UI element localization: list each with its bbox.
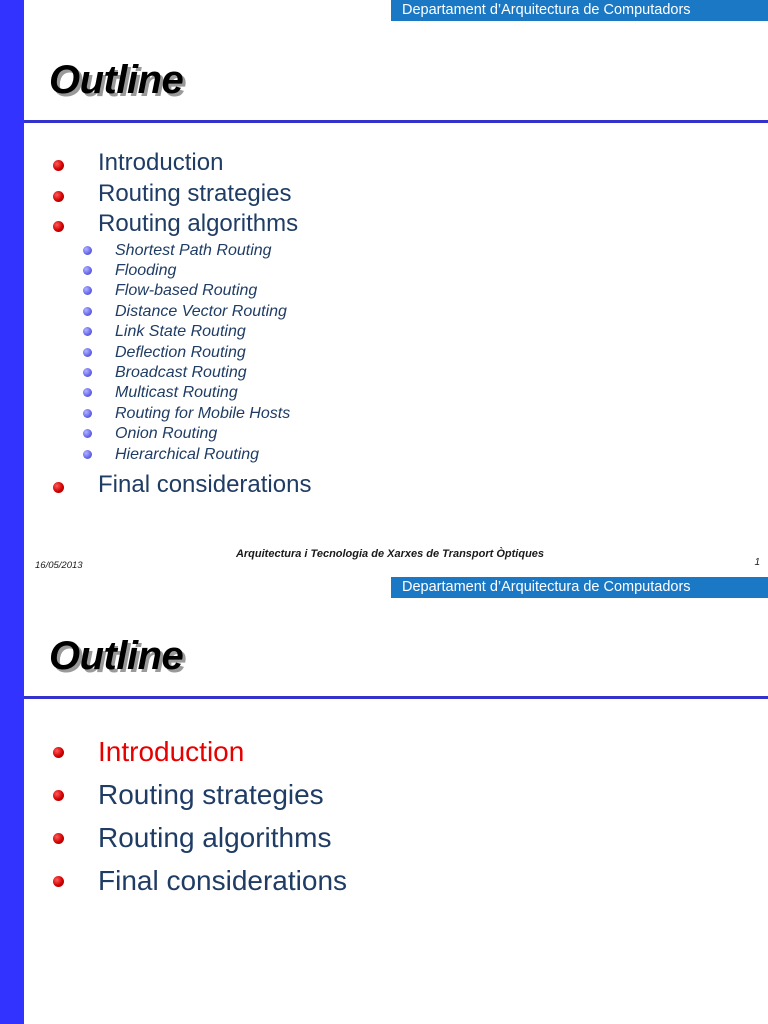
sub-item-flow-based xyxy=(53,281,311,301)
sub-item-label: Routing for Mobile Hosts xyxy=(115,404,291,422)
sub-bullet-icon xyxy=(83,429,92,438)
sub-item-label: Deflection Routing xyxy=(115,343,246,361)
slide-title: Outline xyxy=(49,634,184,678)
outline-item-label: Routing strategies xyxy=(98,779,324,810)
bullet-icon xyxy=(53,160,64,171)
outline-item-introduction xyxy=(53,730,347,773)
outline-item-routing-strategies xyxy=(53,179,311,210)
left-accent-bar xyxy=(0,577,24,1024)
sub-item-label: Link State Routing xyxy=(115,323,246,341)
sub-item-label: Distance Vector Routing xyxy=(115,302,287,320)
outline-item-routing-algorithms xyxy=(53,816,347,859)
title-divider xyxy=(24,120,768,123)
sub-item-label: Flooding xyxy=(115,261,177,279)
outline-item-final-considerations xyxy=(53,859,347,902)
sub-bullet-icon xyxy=(83,409,92,418)
sub-bullet-icon xyxy=(83,450,92,459)
sub-item-label: Hierarchical Routing xyxy=(115,445,260,463)
footer-date: 16/05/2013 xyxy=(35,560,83,571)
sub-item-broadcast xyxy=(53,363,311,383)
sub-bullet-icon xyxy=(83,327,92,336)
sub-item-link-state xyxy=(53,322,311,342)
sub-bullet-icon xyxy=(83,368,92,377)
sub-bullet-icon xyxy=(83,348,92,357)
sub-item-label: Onion Routing xyxy=(115,425,218,443)
department-banner: Departament d’Arquitectura de Computadors xyxy=(391,0,768,21)
outline-list xyxy=(53,730,347,902)
sub-bullet-icon xyxy=(83,307,92,316)
sub-bullet-icon xyxy=(83,246,92,255)
footer-page-number: 1 xyxy=(754,557,760,568)
bullet-icon xyxy=(53,191,64,202)
outline-item-final-considerations xyxy=(53,470,311,501)
sub-item-flooding xyxy=(53,261,311,281)
outline-item-routing-strategies xyxy=(53,773,347,816)
outline-item-label: Routing strategies xyxy=(98,179,292,207)
outline-list xyxy=(53,148,311,500)
sub-item-label: Flow-based Routing xyxy=(115,282,258,300)
sub-item-label: Shortest Path Routing xyxy=(115,241,272,259)
bullet-icon xyxy=(53,876,64,887)
sub-item-label: Multicast Routing xyxy=(115,384,238,402)
outline-item-label: Introduction xyxy=(98,149,224,176)
slide-2 xyxy=(0,577,768,1024)
outline-item-routing-algorithms xyxy=(53,209,311,465)
bullet-icon xyxy=(53,790,64,801)
sub-item-shortest-path xyxy=(53,241,311,261)
sub-item-multicast xyxy=(53,383,311,403)
sub-item-distance-vector xyxy=(53,302,311,322)
bullet-icon xyxy=(53,482,64,493)
title-divider xyxy=(24,696,768,699)
bullet-icon xyxy=(53,747,64,758)
sub-item-mobile-hosts xyxy=(53,404,311,424)
sub-item-hierarchical xyxy=(53,445,311,465)
sub-item-deflection xyxy=(53,343,311,363)
footer-course-title: Arquitectura i Tecnologia de Xarxes de Transport Òptiques xyxy=(235,548,545,560)
bullet-icon xyxy=(53,833,64,844)
sub-item-onion xyxy=(53,424,311,444)
sub-bullet-icon xyxy=(83,266,92,275)
slide-title: Outline xyxy=(49,58,184,102)
outline-item-label: Introduction xyxy=(98,736,245,767)
left-accent-bar xyxy=(0,0,24,577)
sub-item-label: Broadcast Routing xyxy=(115,363,247,381)
bullet-icon xyxy=(53,221,64,232)
outline-item-label: Final considerations xyxy=(98,865,348,896)
outline-item-label: Routing algorithms xyxy=(98,822,332,853)
sub-bullet-icon xyxy=(83,286,92,295)
sub-bullet-icon xyxy=(83,388,92,397)
outline-item-introduction xyxy=(53,148,311,179)
routing-algorithms-sublist xyxy=(98,241,311,465)
outline-item-label: Final considerations xyxy=(98,470,312,498)
outline-item-label: Routing algorithms xyxy=(98,210,299,237)
department-banner: Departament d’Arquitectura de Computadors xyxy=(391,577,768,598)
